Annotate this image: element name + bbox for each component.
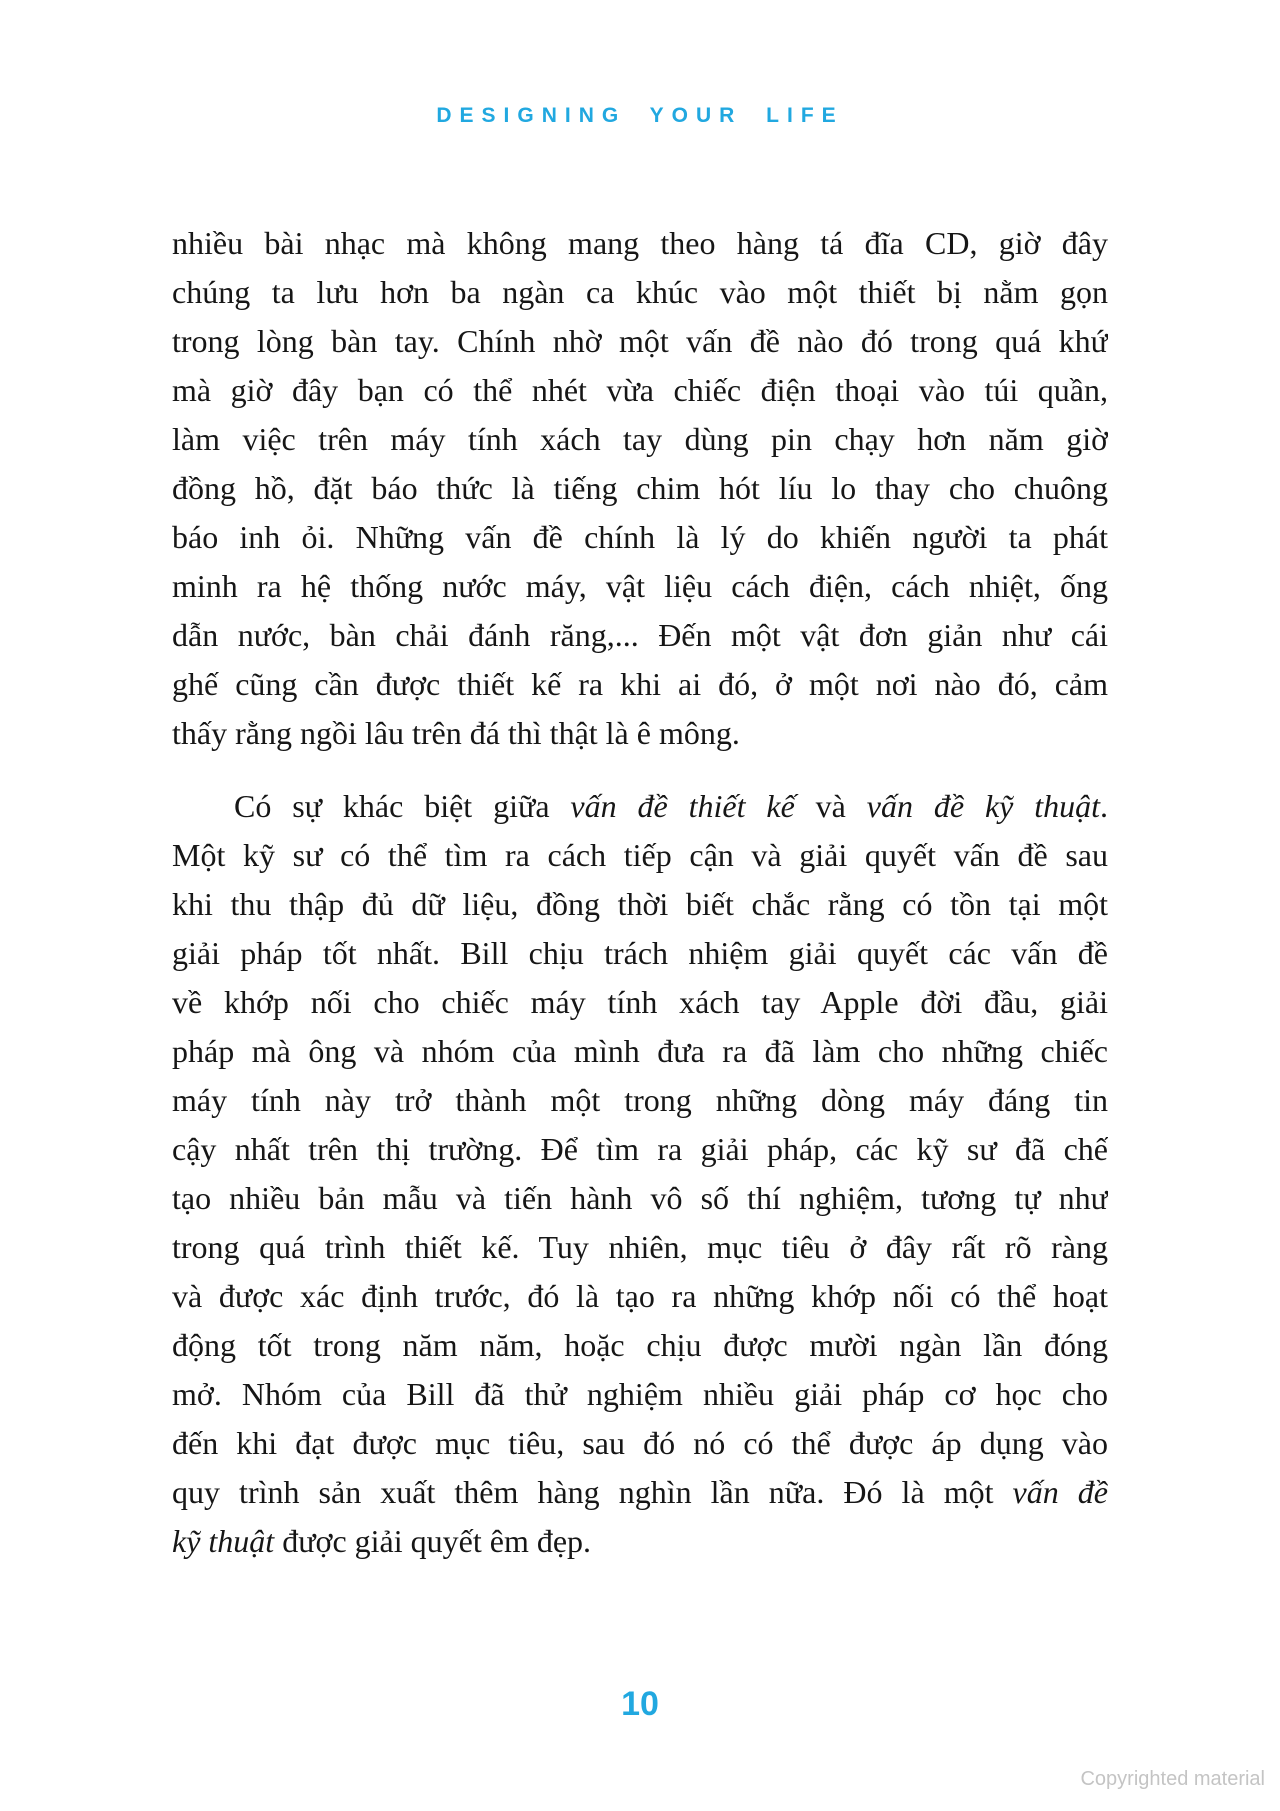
text-segment: và được xác định trước, đó là tạo ra những khớp nối có thể hoạt	[172, 1278, 1108, 1314]
text-segment: máy tính này trở thành một trong những dòng máy đáng tin	[172, 1082, 1108, 1118]
text-line	[172, 880, 1108, 929]
body-text	[172, 219, 1108, 1566]
text-line	[172, 1370, 1108, 1419]
paragraph	[172, 219, 1108, 758]
text-segment: giải pháp tốt nhất. Bill chịu trách nhiệm giải quyết các vấn đề	[172, 935, 1108, 971]
text-line	[172, 268, 1108, 317]
text-line	[172, 1027, 1108, 1076]
text-segment: trong lòng bàn tay. Chính nhờ một vấn đề nào đó trong quá khứ	[172, 323, 1108, 359]
text-line	[172, 1125, 1108, 1174]
text-segment: Một kỹ sư có thể tìm ra cách tiếp cận và giải quyết vấn đề sau	[172, 837, 1108, 873]
italic-text-segment: vấn đề	[1012, 1474, 1108, 1510]
paragraph	[172, 782, 1108, 1566]
text-line	[172, 464, 1108, 513]
text-segment: đồng hồ, đặt báo thức là tiếng chim hót líu lo thay cho chuông	[172, 470, 1108, 506]
text-line	[172, 611, 1108, 660]
text-segment: báo inh ỏi. Những vấn đề chính là lý do khiến người ta phát	[172, 519, 1108, 555]
text-segment: nhiều bài nhạc mà không mang theo hàng tá đĩa CD, giờ đây	[172, 225, 1108, 261]
text-segment: dẫn nước, bàn chải đánh răng,... Đến một vật đơn giản như cái	[172, 617, 1108, 653]
text-segment: động tốt trong năm năm, hoặc chịu được mười ngàn lần đóng	[172, 1327, 1108, 1363]
text-segment: thấy rằng ngồi lâu trên đá thì thật là ê mông.	[172, 715, 740, 751]
text-line	[172, 1174, 1108, 1223]
text-line	[172, 1419, 1108, 1468]
text-segment: ghế cũng cần được thiết kế ra khi ai đó, ở một nơi nào đó, cảm	[172, 666, 1108, 702]
text-segment: về khớp nối cho chiếc máy tính xách tay Apple đời đầu, giải	[172, 984, 1108, 1020]
text-line	[172, 1076, 1108, 1125]
text-line	[172, 1223, 1108, 1272]
text-line	[172, 562, 1108, 611]
italic-text-segment: vấn đề kỹ thuật	[866, 788, 1101, 824]
text-segment: trong quá trình thiết kế. Tuy nhiên, mục tiêu ở đây rất rõ ràng	[172, 1229, 1108, 1265]
text-segment: và	[794, 788, 867, 824]
text-line	[172, 1468, 1108, 1517]
italic-text-segment: kỹ thuật	[172, 1523, 275, 1559]
text-segment: Có sự khác biệt giữa	[234, 788, 571, 824]
text-segment: pháp mà ông và nhóm của mình đưa ra đã làm cho những chiếc	[172, 1033, 1108, 1069]
text-line	[172, 513, 1108, 562]
text-line	[172, 415, 1108, 464]
text-segment: .	[1100, 788, 1108, 824]
text-segment: được giải quyết êm đẹp.	[274, 1523, 592, 1559]
text-line	[172, 1517, 1108, 1566]
text-line	[172, 978, 1108, 1027]
text-segment: đến khi đạt được mục tiêu, sau đó nó có thể được áp dụng vào	[172, 1425, 1108, 1461]
copyright-watermark: Copyrighted material	[1080, 1768, 1265, 1790]
text-segment: cậy nhất trên thị trường. Để tìm ra giải pháp, các kỹ sư đã chế	[172, 1131, 1108, 1167]
text-line	[172, 782, 1108, 831]
text-line	[172, 219, 1108, 268]
text-line	[172, 660, 1108, 709]
text-segment: minh ra hệ thống nước máy, vật liệu cách điện, cách nhiệt, ống	[172, 568, 1108, 604]
text-segment: khi thu thập đủ dữ liệu, đồng thời biết chắc rằng có tồn tại một	[172, 886, 1108, 922]
text-segment: làm việc trên máy tính xách tay dùng pin chạy hơn năm giờ	[172, 421, 1108, 457]
italic-text-segment: vấn đề thiết kế	[570, 788, 795, 824]
text-segment: quy trình sản xuất thêm hàng nghìn lần nữa. Đó là một	[172, 1474, 1013, 1510]
text-line	[172, 831, 1108, 880]
running-header: DESIGNING YOUR LIFE	[436, 104, 844, 127]
text-segment: mở. Nhóm của Bill đã thử nghiệm nhiều giải pháp cơ học cho	[172, 1376, 1108, 1412]
text-line	[172, 366, 1108, 415]
text-line	[172, 1321, 1108, 1370]
text-line	[172, 929, 1108, 978]
page-number: 10	[621, 1685, 659, 1723]
text-segment: tạo nhiều bản mẫu và tiến hành vô số thí nghiệm, tương tự như	[172, 1180, 1108, 1216]
text-segment: mà giờ đây bạn có thể nhét vừa chiếc điện thoại vào túi quần,	[172, 372, 1108, 408]
text-line	[172, 709, 1108, 758]
text-line	[172, 317, 1108, 366]
text-segment: chúng ta lưu hơn ba ngàn ca khúc vào một thiết bị nằm gọn	[172, 274, 1108, 310]
text-line	[172, 1272, 1108, 1321]
